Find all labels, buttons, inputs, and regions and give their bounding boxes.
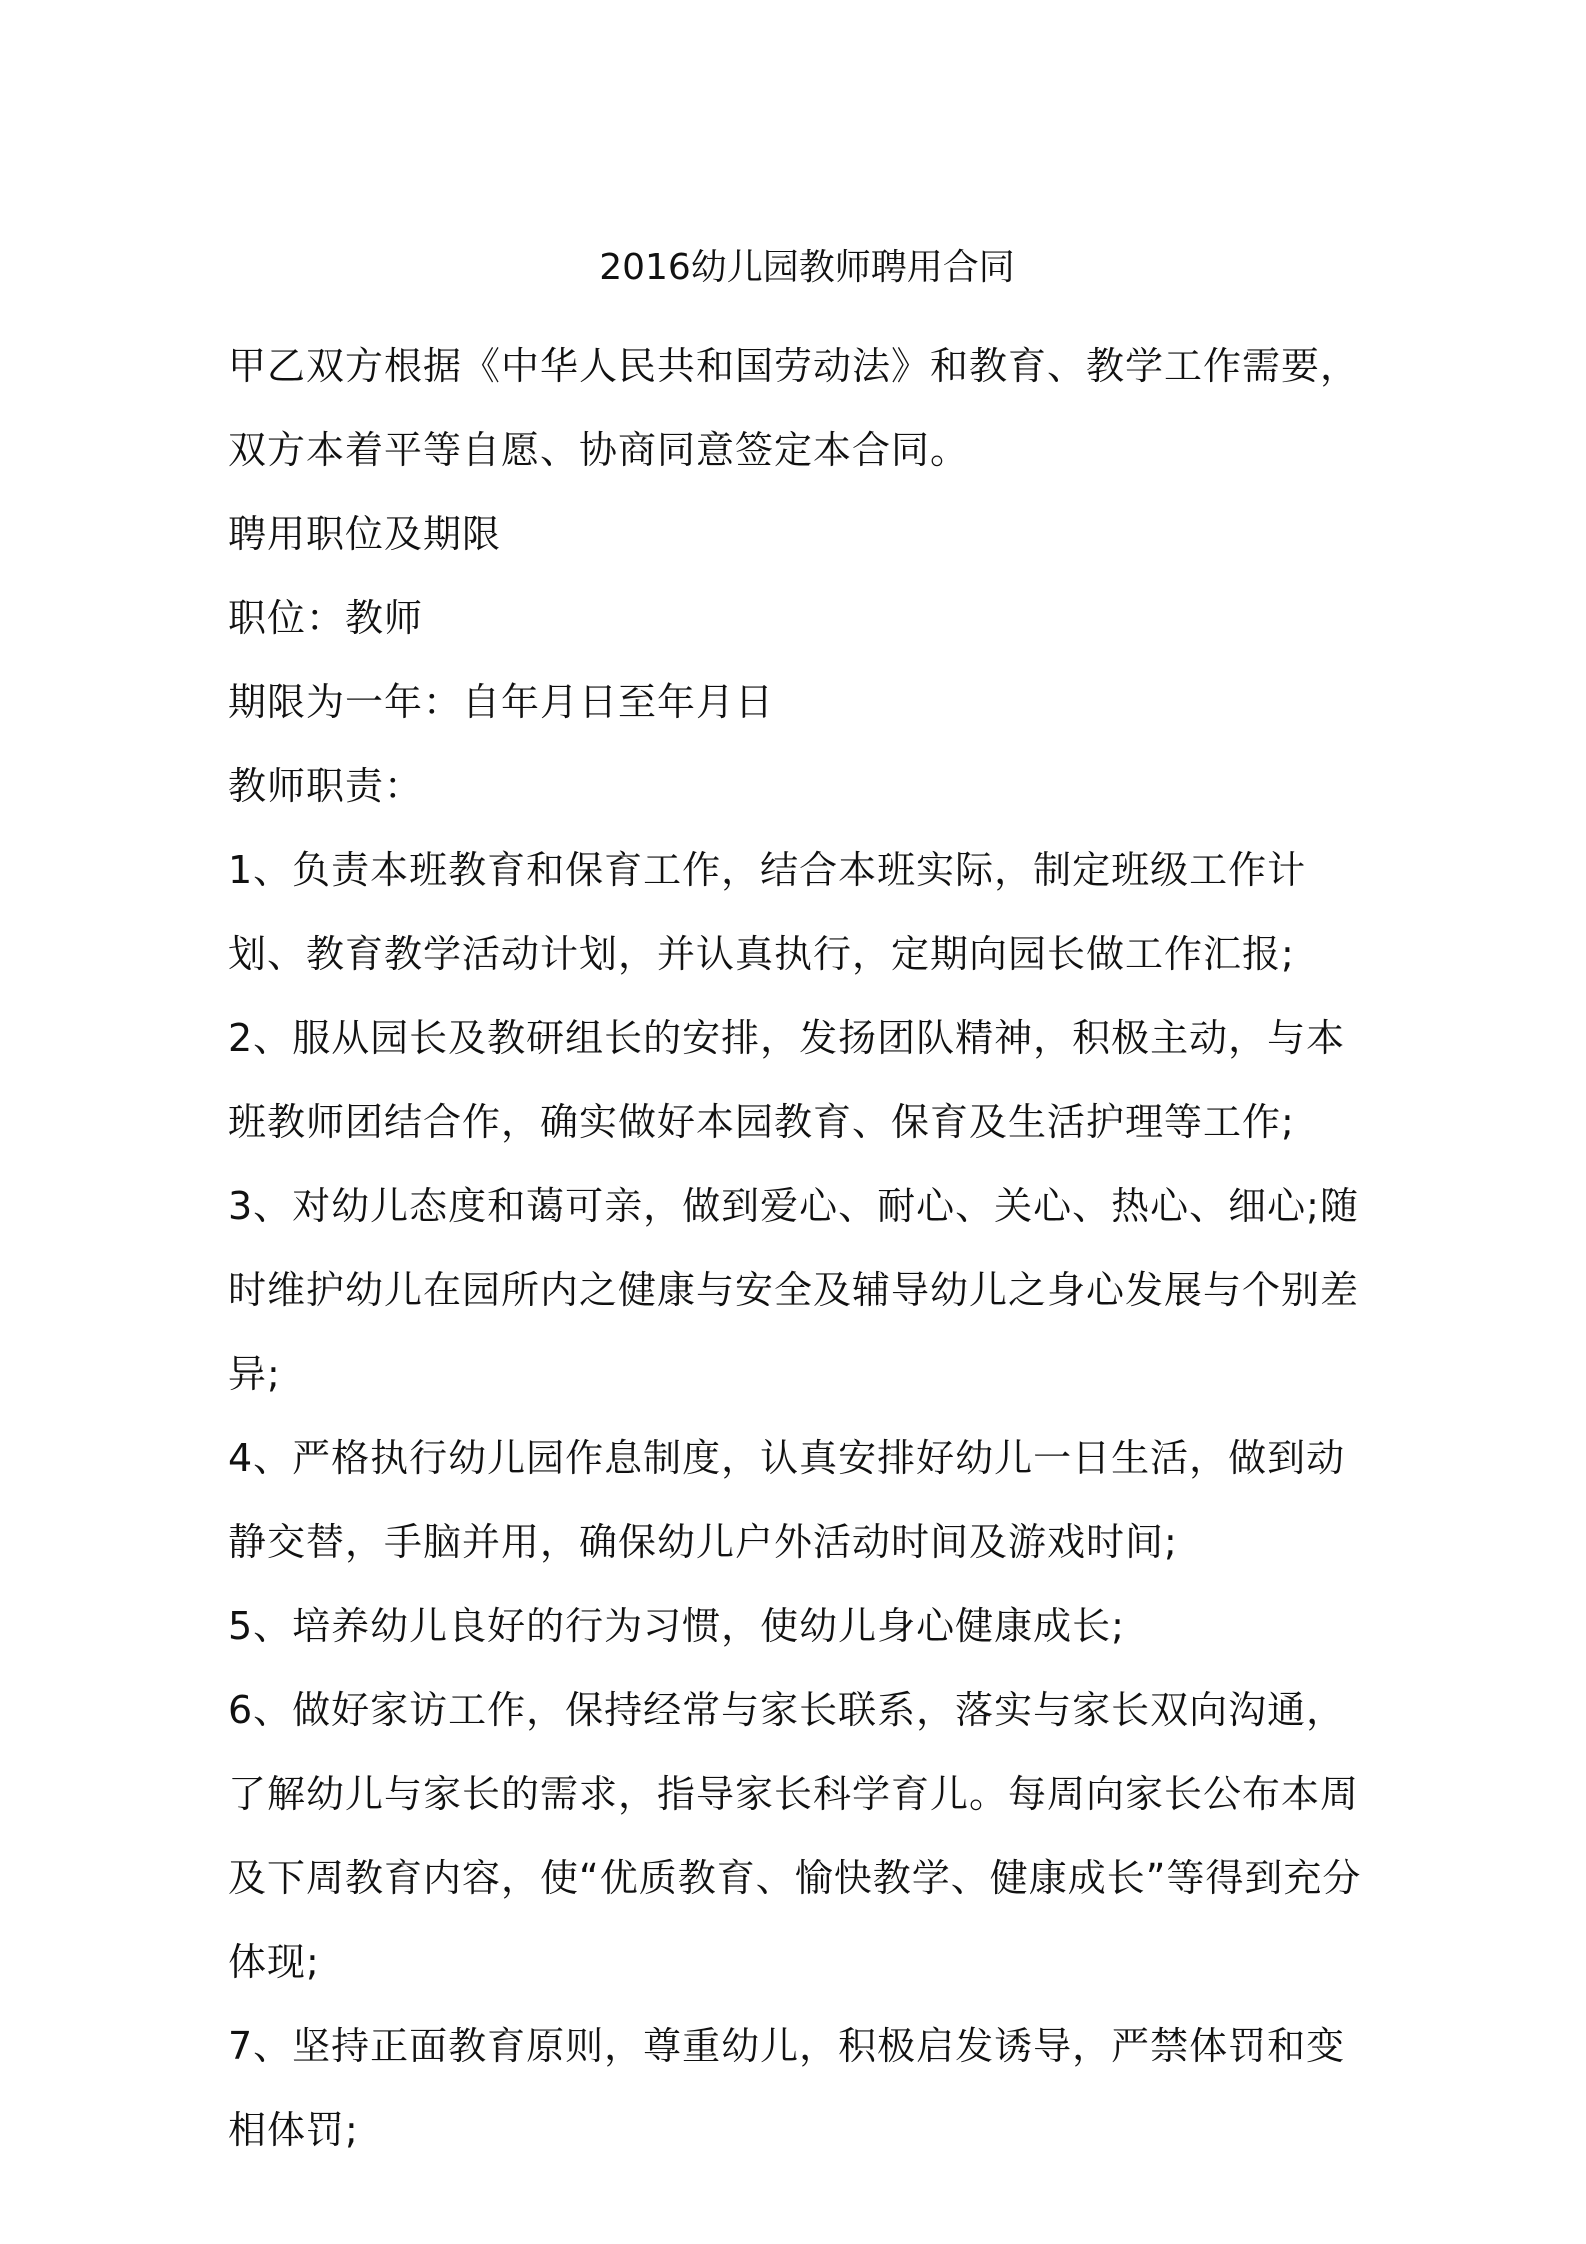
- paragraph-position: 职位：教师: [228, 596, 424, 640]
- duty-item-1: 1、负责本班教育和保育工作，结合本班实际，制定班级工作计划、教育教学活动计划，并认真执行，定期向园长做工作汇报;: [228, 848, 1307, 976]
- duty-item-2: 2、服从园长及教研组长的安排，发扬团队精神，积极主动，与本班教师团结合作，确实做好本园教育、保育及生活护理等工作;: [228, 1016, 1346, 1144]
- paragraph-term: 期限为一年：自年月日至年月日: [228, 680, 775, 724]
- document-title: 2016幼儿园教师聘用合同: [599, 247, 1015, 288]
- paragraph-section-heading: 聘用职位及期限: [228, 512, 502, 556]
- duty-item-7: 7、坚持正面教育原则，尊重幼儿，积极启发诱导，严禁体罚和变相体罚;: [228, 2024, 1346, 2152]
- duty-item-4: 4、严格执行幼儿园作息制度，认真安排好幼儿一日生活，做到动静交替，手脑并用，确保幼儿户外活动时间及游戏时间;: [228, 1436, 1346, 1564]
- duty-item-3: 3、对幼儿态度和蔼可亲，做到爱心、耐心、关心、热心、细心;随时维护幼儿在园所内之健康与安全及辅导幼儿之身心发展与个别差异;: [228, 1184, 1360, 1396]
- paragraph-intro: 甲乙双方根据《中华人民共和国劳动法》和教育、教学工作需要，双方本着平等自愿、协商同意签定本合同。: [228, 344, 1360, 472]
- document-body: [228, 248, 1368, 2172]
- duty-item-5: 5、培养幼儿良好的行为习惯，使幼儿身心健康成长;: [228, 1604, 1125, 1648]
- duty-item-6: 6、做好家访工作，保持经常与家长联系，落实与家长双向沟通，了解幼儿与家长的需求，指导家长科学育儿。每周向家长公布本周及下周教育内容，使“优质教育、愉快教学、健康成长”等得到充分体现;: [228, 1688, 1362, 1984]
- paragraph-duties-heading: 教师职责：: [228, 764, 424, 808]
